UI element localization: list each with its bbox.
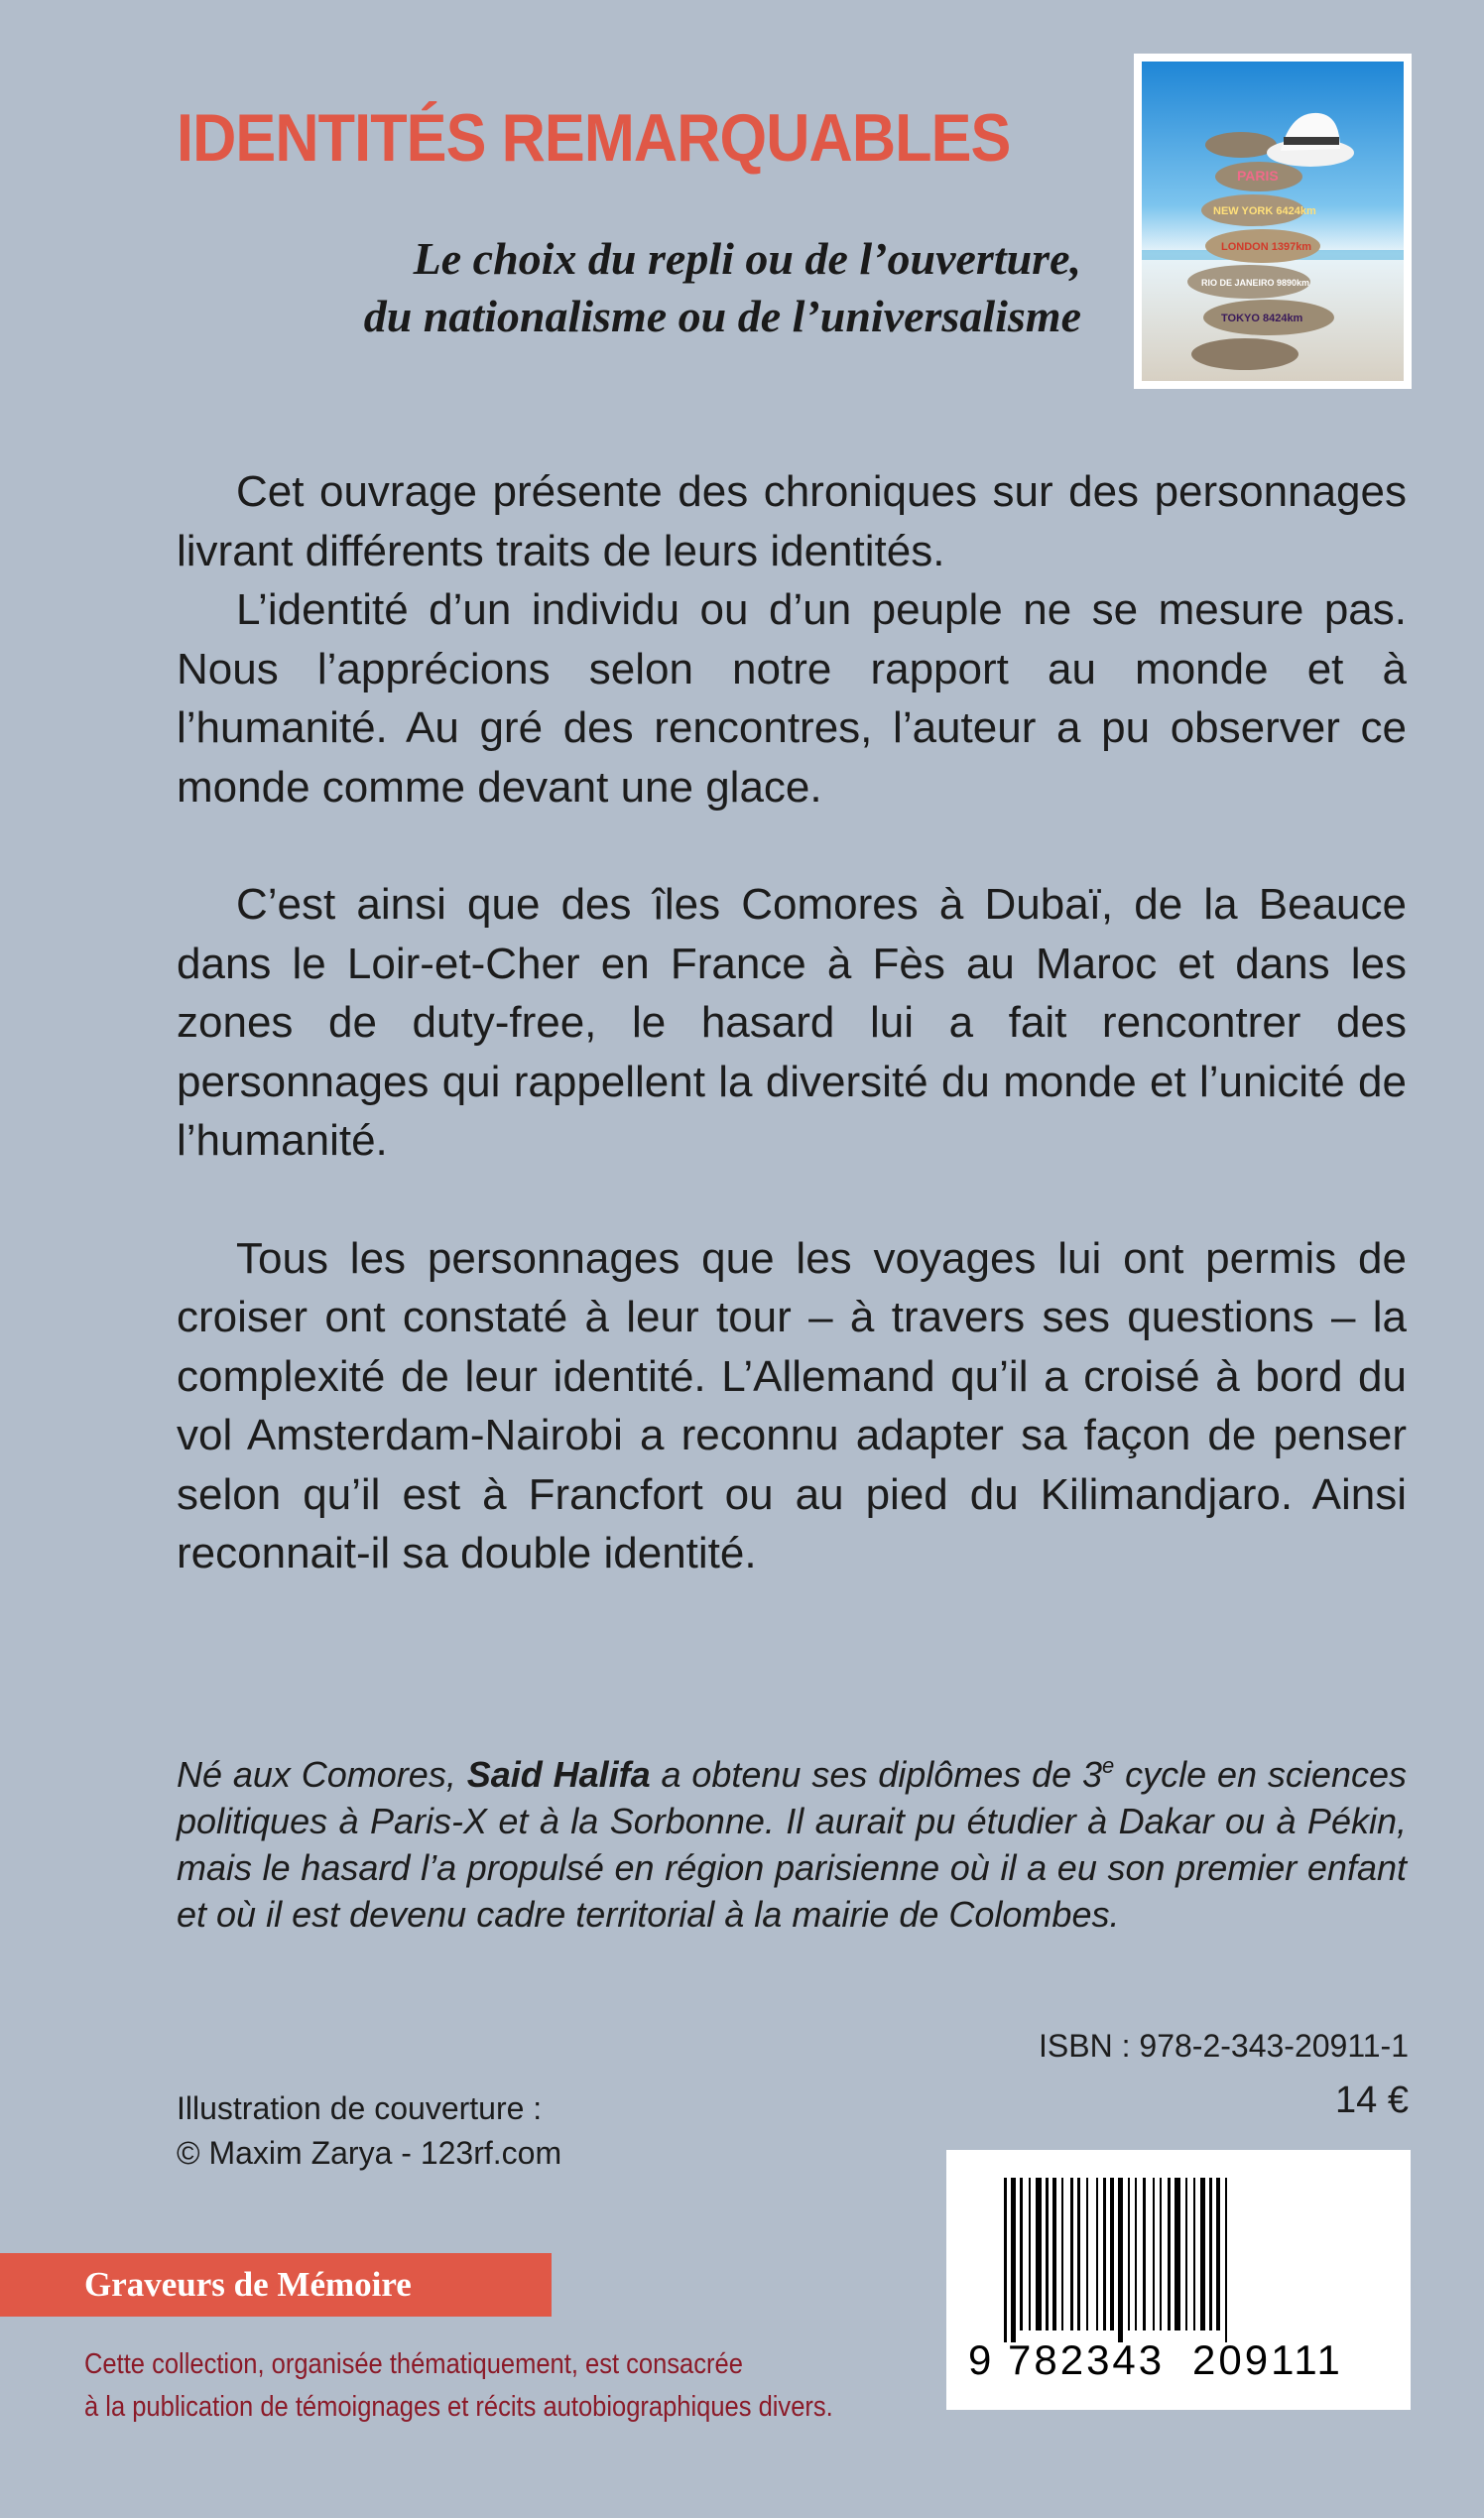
cover-illustration-image <box>1142 62 1404 381</box>
credit-line-1: Illustration de couverture : <box>177 2090 543 2126</box>
barcode-bar <box>1070 2178 1073 2330</box>
barcode-bar <box>1200 2178 1205 2330</box>
stone-label-london: LONDON 1397km <box>1221 241 1312 253</box>
barcode-bar <box>1216 2178 1220 2330</box>
barcode-bar <box>1225 2178 1227 2342</box>
barcode-bar <box>1077 2178 1080 2330</box>
book-subtitle <box>179 230 1081 345</box>
barcode-bar <box>1153 2178 1155 2330</box>
barcode-bar <box>1086 2178 1088 2330</box>
barcode-bar <box>1096 2178 1098 2330</box>
barcode-bar <box>1168 2178 1171 2330</box>
barcode-bars <box>1004 2178 1227 2342</box>
barcode-bar <box>1135 2178 1137 2330</box>
stone-label-newyork: NEW YORK 6424km <box>1213 205 1316 217</box>
book-title: IDENTITÉS REMARQUABLES <box>177 100 1011 176</box>
bio-part-2: cycle en sciences politiques à Paris-X et à la Sorbonne. Il aurait pu étudier à Dakar ou à Pékin, mais le hasard l’a propulsé en région parisienne où il a eu son premier enfant et où il est devenu cadre territorial à la mairie de Colombes. <box>177 1754 1407 1935</box>
barcode-bar <box>1193 2178 1195 2330</box>
barcode-bar <box>1209 2178 1212 2330</box>
barcode-bar <box>1004 2178 1007 2342</box>
barcode <box>946 2150 1411 2410</box>
bio-intro: Né aux Comores, <box>177 1754 467 1795</box>
subtitle-line-1: Le choix du repli ou de l’ouverture, <box>413 233 1081 284</box>
collection-desc-line-2: à la publication de témoignages et récits autobiographiques divers. <box>84 2391 833 2423</box>
credit-line-2: © Maxim Zarya - 123rf.com <box>177 2135 562 2171</box>
body-paragraph-2: L’identité d’un individu ou d’un peuple ne se mesure pas. Nous l’apprécions selon notre rapport au monde et à l’humanité. Au gré des rencontres, l’auteur a pu observer ce monde comme devant une glace. <box>177 585 1407 812</box>
barcode-bar <box>1061 2178 1063 2330</box>
author-bio <box>177 1751 1407 1938</box>
collection-name: Graveurs de Mémoire <box>84 2265 412 2304</box>
isbn: ISBN : 978-2-343-20911-1 <box>1039 2028 1409 2064</box>
barcode-bar <box>1175 2178 1180 2330</box>
collection-description <box>84 2343 833 2429</box>
barcode-digits-group-2: 209111 <box>1192 2336 1343 2383</box>
barcode-bar <box>1185 2178 1187 2330</box>
barcode-image <box>946 2150 1411 2410</box>
barcode-bar <box>1036 2178 1042 2330</box>
barcode-bar <box>1029 2178 1031 2330</box>
barcode-bar <box>1052 2178 1056 2330</box>
body-paragraph-1: Cet ouvrage présente des chroniques sur des personnages livrant différents traits de leurs identités. <box>177 467 1407 575</box>
barcode-bar <box>1143 2178 1146 2330</box>
collection-band <box>0 2253 552 2317</box>
bio-superscript: e <box>1102 1753 1115 1778</box>
body-paragraph-4: Tous les personnages que les voyages lui ont permis de croiser ont constaté à leur tour – à travers ses questions – la complexité de leur identité. L’Allemand qu’il a croisé à bord du vol Amsterdam-Nairobi a reconnu adapter sa façon de penser selon qu’il est à Francfort ou au pied du Kilimandjaro. Ainsi reconnait-il sa double identité. <box>177 1233 1407 1577</box>
back-cover-text <box>177 462 1407 1583</box>
barcode-bar <box>1110 2178 1114 2330</box>
barcode-bar <box>1118 2178 1123 2342</box>
collection-desc-line-1: Cette collection, organisée thématiquement, est consacrée <box>84 2348 743 2380</box>
barcode-digit-first: 9 <box>968 2336 992 2383</box>
body-paragraph-3: C’est ainsi que des îles Comores à Dubaï, de la Beauce dans le Loir-et-Cher en France à Fès au Maroc et dans les zones de duty-free, le hasard lui a fait rencontrer des personnages qui rappellent la diversité du monde et l’unicité de l’humanité. <box>177 880 1407 1165</box>
barcode-bar <box>1020 2178 1023 2330</box>
bio-part-1: a obtenu ses diplômes de 3 <box>650 1754 1103 1795</box>
price: 14 € <box>1335 2079 1409 2121</box>
stone-label-rio: RIO DE JANEIRO 9890km <box>1201 278 1310 288</box>
barcode-digits-group-1: 782343 <box>1008 2336 1166 2383</box>
illustration-credit <box>177 2086 561 2176</box>
barcode-bar <box>1011 2178 1016 2342</box>
stone-label-tokyo: TOKYO 8424km <box>1221 313 1303 324</box>
barcode-bar <box>1160 2178 1162 2330</box>
barcode-bar <box>1046 2178 1049 2330</box>
author-name: Said Halifa <box>466 1754 651 1795</box>
barcode-bar <box>1103 2178 1106 2330</box>
barcode-bar <box>1128 2178 1130 2330</box>
stone-label-paris: PARIS <box>1237 168 1279 184</box>
subtitle-line-2: du nationalisme ou de l’universalisme <box>363 291 1081 341</box>
cover-illustration <box>1134 54 1412 389</box>
